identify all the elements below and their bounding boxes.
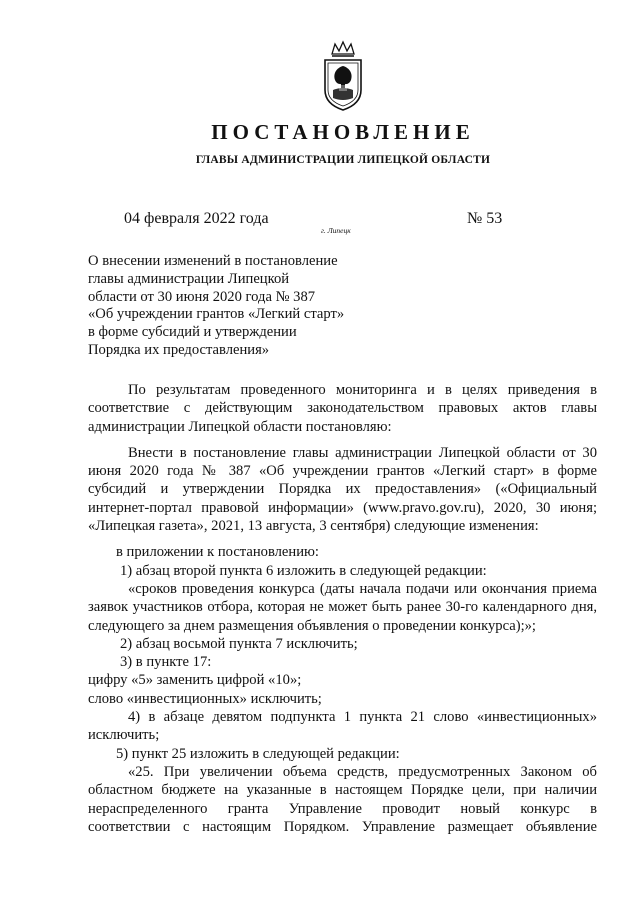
item-5: 5) пункт 25 изложить в следующей редакции: [116,745,400,762]
heading-line: Порядка их предоставления» [88,341,270,358]
heading-line: в форме субсидий и утверждении [88,324,297,341]
item-5-quote-line: «25. При увеличении объема средств, предусмотренных Законом об [128,763,597,780]
item-5-quote-line: нераспределенного гранта Управление проводит новый конкурс в [88,800,597,817]
item-2: 2) абзац восьмой пункта 7 исключить; [120,635,358,652]
heading-line: главы администрации Липецкой [88,270,290,287]
document-body [88,381,597,836]
item-1-quote: «сроков проведения конкурса (даты начала подачи или окончания приема заявок участников отбора, которая не может быть ранее 30-го календарного дня, следующего за днем размещения объявления о проведении конкурса);»; [88,580,597,634]
item-3: 3) в пункте 17: [120,654,212,671]
item-1: 1) абзац второй пункта 6 изложить в следующей редакции: [120,562,487,579]
lipetsk-oblast-coat-of-arms-icon [318,40,368,112]
document-number: № 53 [467,210,503,227]
item-5-quote-line: соответствии с настоящим Порядком. Управление размещает объявление [88,818,597,835]
item-3-b: слово «инвестиционных» исключить; [88,690,322,707]
document-date: 04 февраля 2022 года [124,210,269,227]
document-heading [88,253,388,360]
item-5-quote-line: областном бюджете на указанные в настоящем Порядке цели, при наличии [88,782,597,799]
heading-line: области от 30 июня 2020 года № 387 [88,288,316,305]
item-3-a: цифру «5» заменить цифрой «10»; [88,672,302,689]
item-4: 4) в абзаце девятом подпункта 1 пункта 21 слово «инвестиционных» исключить; [88,709,597,744]
document-title: ПОСТАНОВЛЕНИЕ [211,120,475,144]
heading-line: О внесении изменений в постановление [88,253,338,269]
intro-paragraph: По результатам проведенного мониторинга и в целях приведения в соответствие с действующим законодательством правовых актов главы администрации Липецкой области постановляю: [88,382,597,435]
appendix-line: в приложении к постановлению: [116,544,319,561]
document-subtitle: ГЛАВЫ АДМИНИСТРАЦИИ ЛИПЕЦКОЙ ОБЛАСТИ [195,154,491,166]
resolve-paragraph: Внести в постановление главы администрации Липецкой области от 30 июня 2020 года № 387 «Об учреждении грантов «Легкий старт» в форме субсидий и утверждении Порядка их предоставления» («Официальный интернет-портал правовой информации» (www.pravo.gov.ru), 2020, 30 июня; «Липецкая газета», 2021, 13 августа, 3 сентября) следующие изменения: [88,444,597,535]
heading-line: «Об учреждении грантов «Легкий старт» [88,306,345,323]
document-city: г. Липецк [321,226,351,235]
